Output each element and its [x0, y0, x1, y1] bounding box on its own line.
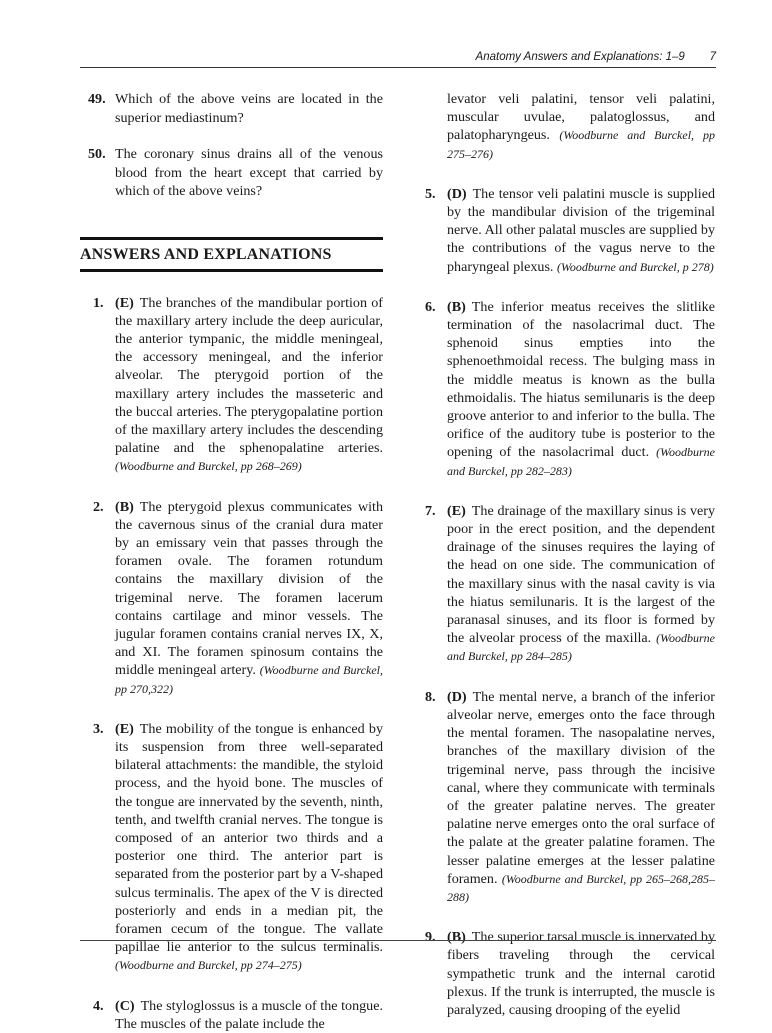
citation: (Woodburne and Burckel, pp 268–269)	[115, 459, 302, 474]
question-text: The coronary sinus drains all of the venous blood from the heart except that carried by which of the above veins?	[115, 146, 383, 199]
answer-letter: (E)	[115, 720, 134, 737]
answer-2	[80, 498, 383, 698]
citation: (Woodburne and Burckel, pp 274–275)	[115, 958, 302, 973]
answer-text: The tensor veli palatini muscle is supplied by the mandibular division of the trigeminal nerve. All other palatal muscles are supplied by the contributions of the vagus nerve to the pharyngeal plexus.	[447, 185, 715, 275]
answer-letter: (B)	[447, 298, 466, 315]
answer-4-part2	[412, 90, 715, 163]
answer-letter: (E)	[115, 294, 134, 311]
answer-letter: (E)	[447, 502, 466, 519]
answer-text: The styloglossus is a muscle of the tongue. The muscles of the palate include the	[115, 997, 383, 1032]
answer-1	[80, 294, 383, 476]
page-number: 7	[709, 51, 716, 63]
answer-text: The inferior meatus receives the slitlike termination of the nasolacrimal duct. The sphenoid sinus empties into the sphenoethmoidal recess. The bulging mass in the middle meatus is known as the bulla ethmoidalis. The hiatus semilunaris is the deep groove anterior to and inferior to the bulla. The orifice of the auditory tube is posterior to the opening of the nasolacrimal duct.	[447, 298, 715, 461]
answer-text: The drainage of the maxillary sinus is very poor in the erect position, and the dependent drainage of the sinuses requires the laying of the head on one side. The communication of the maxillary sinus with the nasal cavity is via the hiatus semilunaris. It is the largest of the paranasal sinuses, and its floor is formed by the alveolar process of the maxilla.	[447, 502, 715, 647]
answer-number: 5.	[425, 185, 436, 202]
running-header	[80, 50, 716, 68]
answer-number: 6.	[425, 298, 436, 315]
citation: (Woodburne and Burckel, pp 265–268,285–288)	[447, 871, 715, 904]
answer-text: The pterygoid plexus communicates with the cavernous sinus of the cranial dura mater by an emissary vein that passes through the foramen ovale. The foramen rotundum contains the maxillary division of the trigeminal nerve. The foramen lacerum contains cartilage and minor vessels. The jugular foramen contains cranial nerves IX, X, and XI. The foramen spinosum contains the middle meningeal artery.	[115, 498, 383, 679]
answer-letter: (D)	[447, 185, 467, 202]
citation: (Woodburne and Burckel, pp 275–276)	[447, 128, 715, 161]
question-50	[80, 145, 383, 201]
question-number: 49.	[88, 91, 106, 107]
answer-6	[412, 298, 715, 480]
answer-4-part1	[80, 997, 383, 1033]
question-49	[80, 90, 383, 127]
answer-7	[412, 502, 715, 666]
answer-number: 8.	[425, 688, 436, 705]
citation: (Woodburne and Burckel, pp 282–283)	[447, 445, 716, 478]
citation: (Woodburne and Burckel, pp 284–285)	[447, 631, 715, 664]
answer-8	[412, 688, 715, 906]
citation: (Woodburne and Burckel, p 278)	[557, 259, 714, 274]
answer-text: The mobility of the tongue is enhanced by its suspension from three well-separated bilateral attachments: the mandible, the styloid process, and the hyoid bone. The muscles of the tongue are innervated by the seventh, ninth, tenth, and twelfth cranial nerves. The tongue is composed of an anterior two thirds and a posterior one third. The anterior part is separated from the posterior part by a V-shaped sulcus terminalis. The apex of the V is directed posteriorly and ends in a median pit, the foramen cecum of the tongue. The vallate papillae lie anterior to the sulcus terminalis.	[115, 720, 383, 956]
answer-letter: (B)	[447, 929, 466, 946]
answer-text: The superior tarsal muscle is innervated by fibers traveling through the cervical sympathetic trunk and the internal carotid plexus. If the trunk is interrupted, the muscle is paralyzed, causing drooping of the eyelid	[447, 929, 715, 1018]
answer-3	[80, 720, 383, 975]
right-column	[412, 90, 715, 1019]
footer-rule	[80, 940, 716, 941]
answer-letter: (B)	[115, 498, 134, 515]
answer-number: 2.	[93, 498, 104, 515]
answer-text: The mental nerve, a branch of the inferior alveolar nerve, emerges onto the face through the mental foramen. The nasopalatine nerves, branches of the maxillary division of the trigeminal nerve, pass through the incisive canal, where they communicate with terminals of the greater palatine nerves. The greater palatine nerve emerges onto the oral surface of the palate at the greater palatine foramen. The lesser palatine emerges at the lesser palatine foramen.	[447, 688, 715, 887]
question-text: Which of the above veins are located in the superior mediastinum?	[115, 91, 383, 126]
answer-text: The branches of the mandibular portion of the maxillary artery include the deep auricular, the anterior tympanic, the middle meningeal, the accessory meningeal, and the inferior alveolar. The pterygoid portion of the maxillary artery includes the masseteric and the buccal arteries. The pterygopalatine portion of the maxillary artery includes the descending palatine and the sphenopalatine arteries.	[115, 294, 383, 457]
running-title: Anatomy Answers and Explanations: 1–9	[475, 51, 685, 63]
answer-number: 7.	[425, 502, 436, 519]
answer-number: 9.	[425, 929, 436, 946]
answer-number: 1.	[93, 294, 104, 311]
answer-number: 3.	[93, 720, 104, 737]
left-column	[80, 90, 383, 1033]
answer-letter: (D)	[447, 688, 467, 705]
question-number: 50.	[88, 146, 106, 162]
citation: (Woodburne and Burckel, pp 270,322)	[115, 663, 383, 696]
answer-text: levator veli palatini, tensor veli palatini, muscular uvulae, palatoglossus, and palatopharyngeus.	[447, 91, 715, 144]
answer-letter: (C)	[115, 997, 135, 1014]
answer-number: 4.	[93, 997, 104, 1014]
answer-9	[412, 928, 715, 1019]
section-title: ANSWERS AND EXPLANATIONS	[80, 237, 383, 272]
answer-5	[412, 185, 715, 276]
